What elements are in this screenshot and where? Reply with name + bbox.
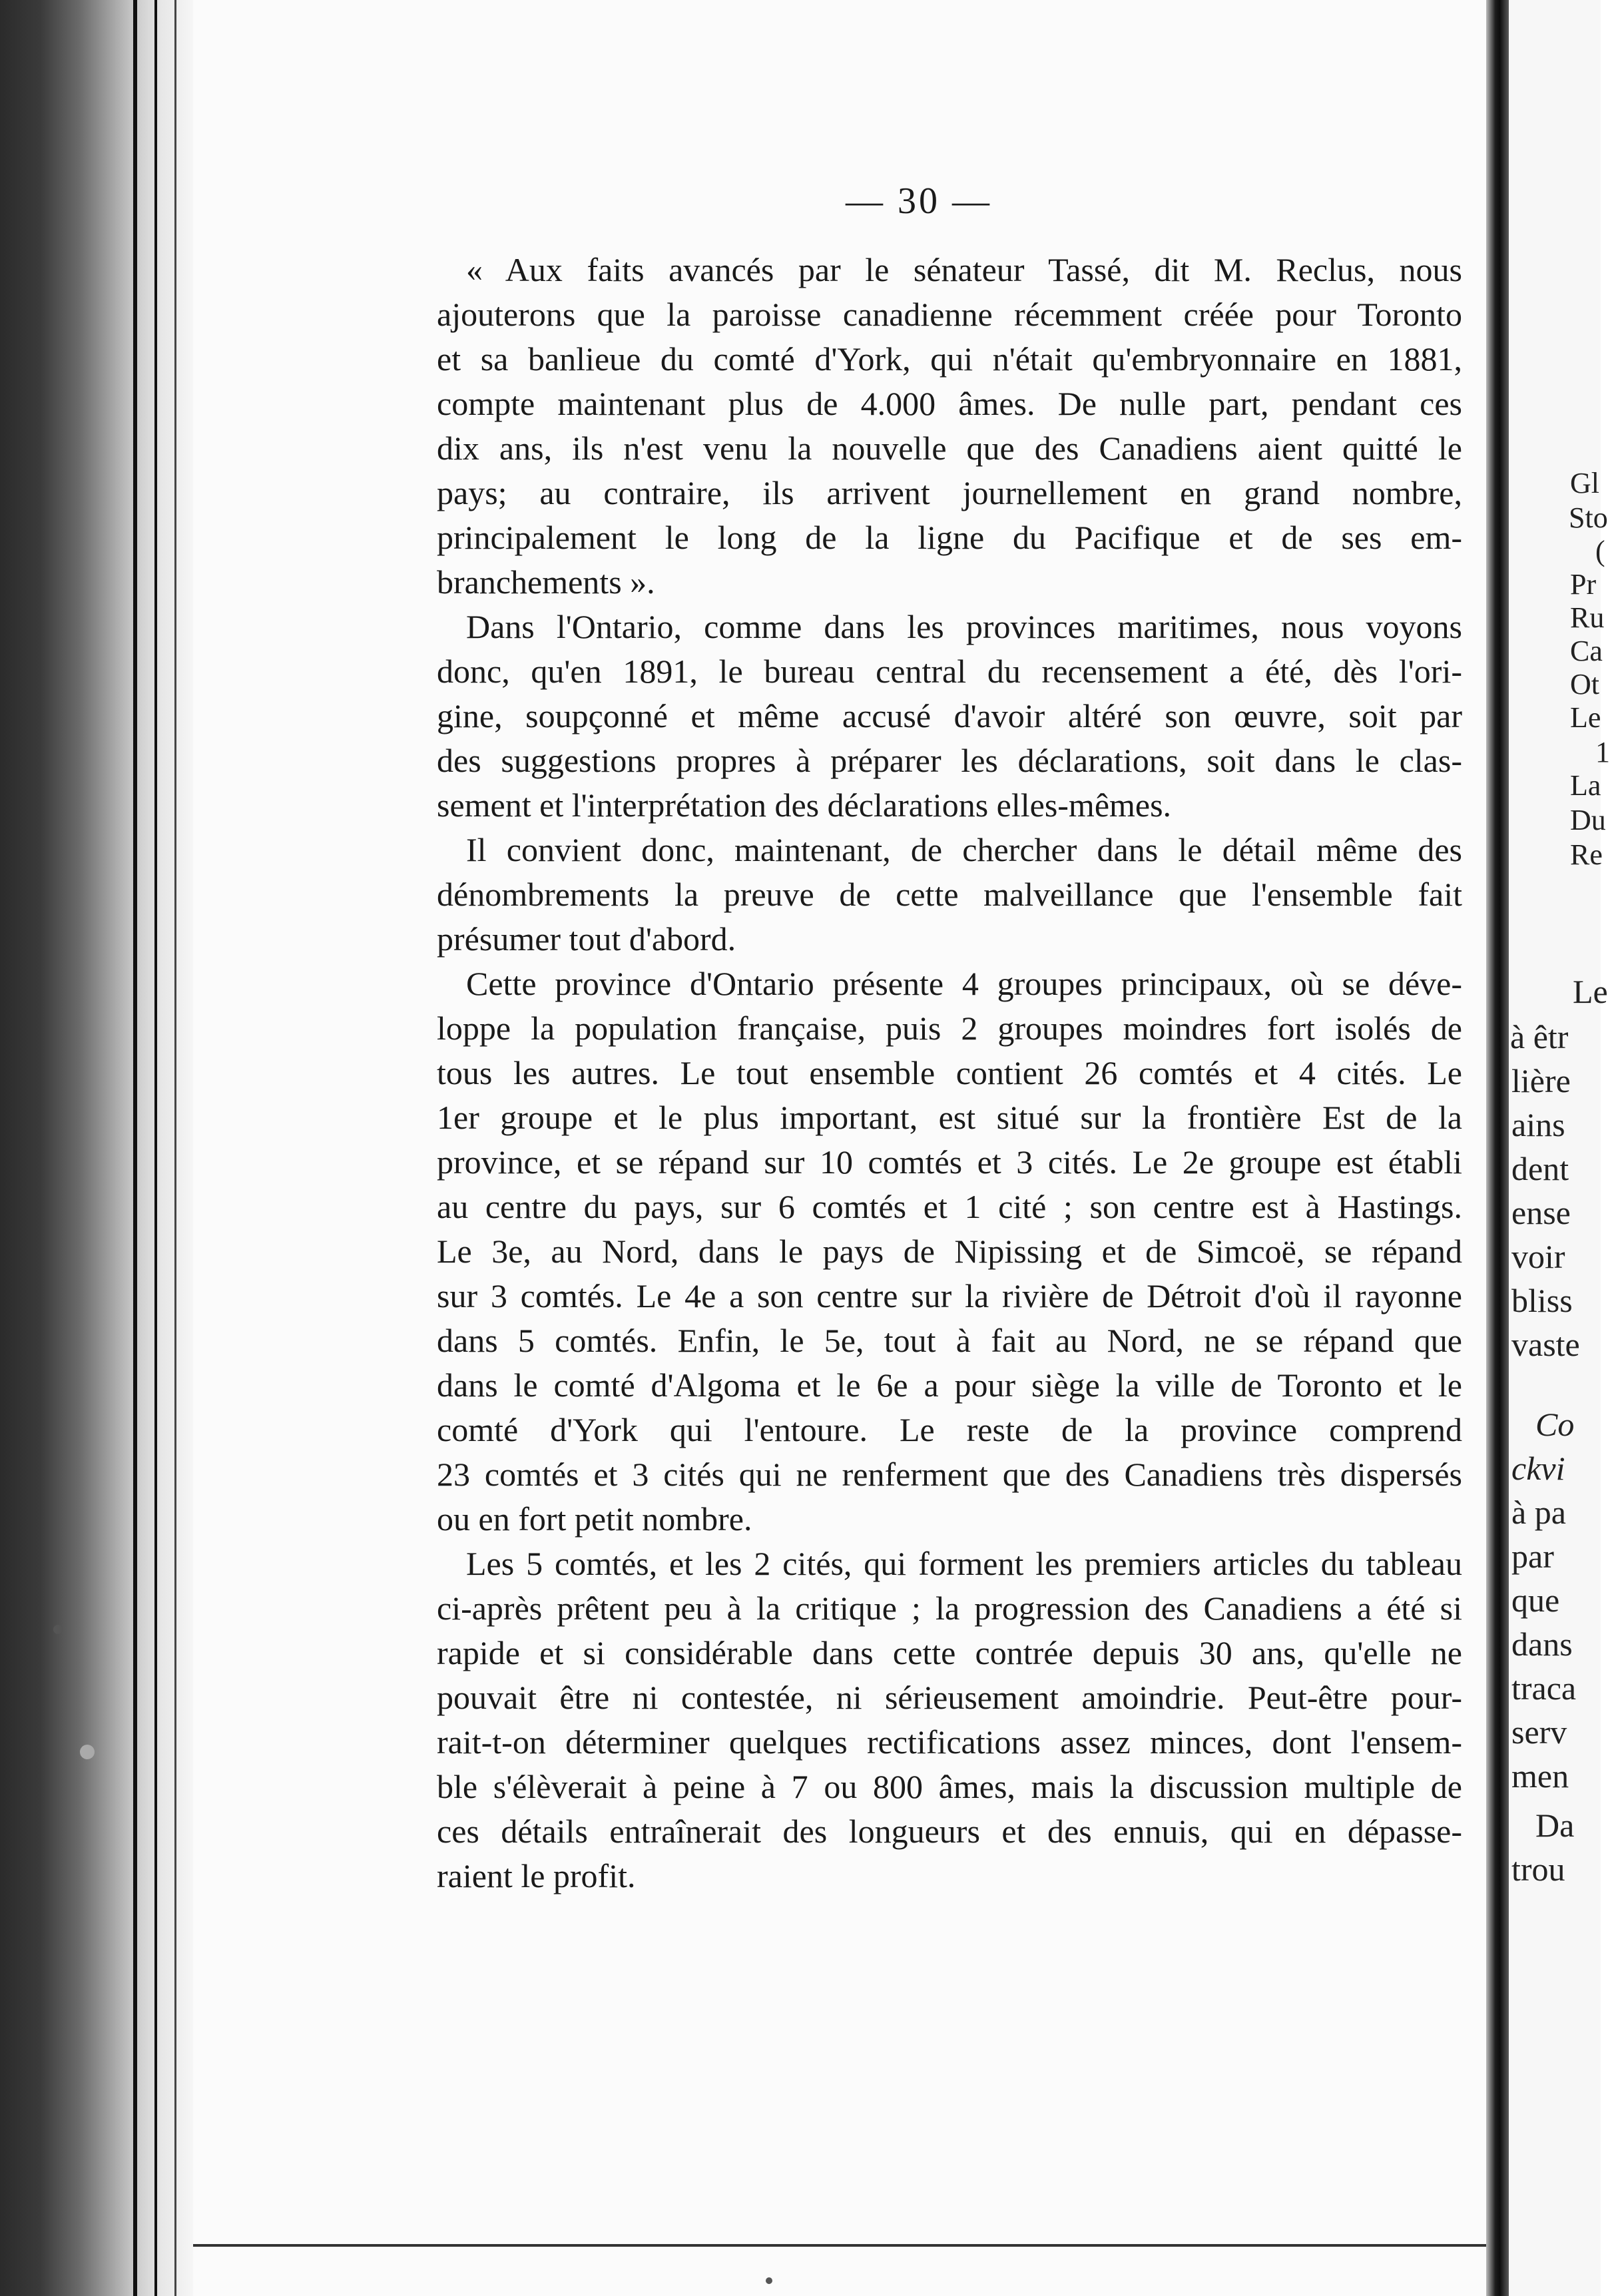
text-line: 23 comtés et 3 cités qui ne renferment que des Canadiens très dispersés: [437, 1456, 1462, 1493]
adjacent-page-fragment: Da: [1535, 1807, 1575, 1844]
text-line: donc, qu'en 1891, le bureau central du recensement a été, dès l'ori-: [437, 653, 1462, 690]
adjacent-page-fragment: dans: [1511, 1625, 1573, 1663]
text-line: sur 3 comtés. Le 4e a son centre sur la rivière de Détroit d'où il rayonne: [437, 1277, 1462, 1314]
text-line: présumer tout d'abord.: [437, 920, 736, 958]
adjacent-page-fragment: trou: [1511, 1851, 1565, 1888]
text-line: province, et se répand sur 10 comtés et 3 cités. Le 2e groupe est établi: [437, 1143, 1462, 1181]
adjacent-page-fragment: ense: [1511, 1194, 1571, 1231]
text-line: ble s'élèverait à peine à 7 ou 800 âmes, mais la discussion multiple de: [437, 1768, 1462, 1805]
text-line: dénombrements la preuve de cette malveillance que l'ensemble fait: [437, 876, 1462, 913]
adjacent-page-fragment: ains: [1511, 1106, 1565, 1143]
text-line: 1er groupe et le plus important, est situé sur la frontière Est de la: [437, 1099, 1462, 1136]
text-line: branchements ».: [437, 563, 655, 601]
text-line: ou en fort petit nombre.: [437, 1500, 752, 1538]
book-binding-edge: [0, 0, 193, 2296]
text-line: raient le profit.: [437, 1857, 636, 1894]
text-line: pouvait être ni contestée, ni sérieusement amoindrie. Peut-être pour-: [437, 1679, 1462, 1716]
binding-line: [133, 0, 137, 2296]
adjacent-page-fragment: que: [1511, 1581, 1560, 1619]
adjacent-page-fragment: Gl: [1570, 467, 1599, 499]
adjacent-page-fragment: vaste: [1511, 1326, 1580, 1363]
adjacent-page-fragment: Sto: [1569, 501, 1608, 534]
adjacent-page-fragment: Ca: [1570, 635, 1603, 667]
adjacent-page-fragment: voir: [1511, 1238, 1565, 1275]
text-line: ces détails entraînerait des longueurs et des ennuis, qui en dépasse-: [437, 1813, 1462, 1850]
text-line: loppe la population française, puis 2 groupes moindres fort isolés de: [437, 1009, 1462, 1047]
text-line: dans 5 comtés. Enfin, le 5e, tout à fait au Nord, ne se répand que: [437, 1322, 1462, 1359]
adjacent-page-fragment: traca: [1511, 1669, 1577, 1707]
text-line: tous les autres. Le tout ensemble contient 26 comtés et 4 cités. Le: [437, 1054, 1462, 1091]
adjacent-page-edge: [1509, 0, 1610, 2296]
text-line: Il convient donc, maintenant, de chercher dans le détail même des: [466, 831, 1462, 868]
adjacent-page-fragment: ckvi: [1511, 1450, 1565, 1487]
adjacent-page-fragment: bliss: [1511, 1282, 1573, 1319]
text-line: « Aux faits avancés par le sénateur Tassé, dit M. Reclus, nous: [466, 251, 1462, 288]
adjacent-page-fragment: Du: [1570, 804, 1606, 836]
scan-speck: [80, 1745, 95, 1759]
text-line: comté d'York qui l'entoure. Le reste de la province comprend: [437, 1411, 1462, 1448]
adjacent-page-fragment: Le: [1570, 701, 1601, 734]
adjacent-page-fragment: Ot: [1570, 668, 1599, 701]
text-line: Les 5 comtés, et les 2 cités, qui forment les premiers articles du tableau: [466, 1545, 1462, 1582]
text-line: dans le comté d'Algoma et le 6e a pour siège la ville de Toronto et le: [437, 1366, 1462, 1404]
adjacent-page-fragment: men: [1511, 1757, 1569, 1795]
adjacent-page-fragment: par: [1511, 1538, 1554, 1575]
adjacent-page-fragment: Le: [1573, 973, 1608, 1010]
text-line: rait-t-on déterminer quelques rectifications assez minces, dont l'ensem-: [437, 1723, 1462, 1761]
text-line: compte maintenant plus de 4.000 âmes. De nulle part, pendant ces: [437, 385, 1462, 422]
page-gutter: [1486, 0, 1509, 2296]
scan-speck: [766, 2277, 772, 2284]
text-line: au centre du pays, sur 6 comtés et 1 cité ; son centre est à Hastings.: [437, 1188, 1462, 1225]
text-line: des suggestions propres à préparer les déclarations, soit dans le clas-: [437, 742, 1462, 779]
adjacent-page-fragment: Co: [1535, 1406, 1575, 1443]
adjacent-page-fragment: serv: [1511, 1713, 1567, 1751]
page-number: — 30 —: [846, 180, 992, 222]
text-line: pays; au contraire, ils arrivent journellement en grand nombre,: [437, 474, 1462, 511]
binding-line: [174, 0, 176, 2296]
adjacent-page-fragment: 1: [1595, 736, 1610, 768]
adjacent-page-fragment: dent: [1511, 1150, 1569, 1187]
adjacent-page-fragment: Re: [1570, 838, 1603, 871]
text-line: dix ans, ils n'est venu la nouvelle que des Canadiens aient quitté le: [437, 430, 1462, 467]
adjacent-page-fragment: Pr: [1570, 568, 1597, 601]
scan-speck: [53, 1625, 63, 1634]
text-line: principalement le long de la ligne du Pacifique et de ses em-: [437, 519, 1462, 556]
text-line: Le 3e, au Nord, dans le pays de Nipissing et de Simcoë, se répand: [437, 1233, 1462, 1270]
text-line: Cette province d'Ontario présente 4 groupes principaux, où se déve-: [466, 965, 1462, 1002]
adjacent-page-fragment: Ru: [1570, 601, 1605, 634]
adjacent-page-fragment: à êtr: [1510, 1018, 1569, 1055]
text-line: gine, soupçonné et même accusé d'avoir altéré son œuvre, soit par: [437, 697, 1462, 734]
text-line: ci-après prêtent peu à la critique ; la progression des Canadiens a été si: [437, 1589, 1462, 1627]
text-line: rapide et si considérable dans cette contrée depuis 30 ans, qu'elle ne: [437, 1634, 1462, 1671]
text-line: et sa banlieue du comté d'York, qui n'était qu'embryonnaire en 1881,: [437, 340, 1462, 378]
page-bottom-edge: [193, 2244, 1486, 2247]
text-line: Dans l'Ontario, comme dans les provinces maritimes, nous voyons: [466, 608, 1462, 645]
adjacent-page-fragment: La: [1570, 769, 1601, 802]
adjacent-page-fragment: (: [1595, 535, 1605, 567]
text-line: sement et l'interprétation des déclarations elles-mêmes.: [437, 786, 1172, 824]
body-text: [437, 248, 1462, 1898]
adjacent-page-fragment: lière: [1511, 1062, 1571, 1099]
text-line: ajouterons que la paroisse canadienne récemment créée pour Toronto: [437, 296, 1462, 333]
adjacent-page-fragment: à pa: [1511, 1494, 1566, 1531]
binding-line: [154, 0, 157, 2296]
